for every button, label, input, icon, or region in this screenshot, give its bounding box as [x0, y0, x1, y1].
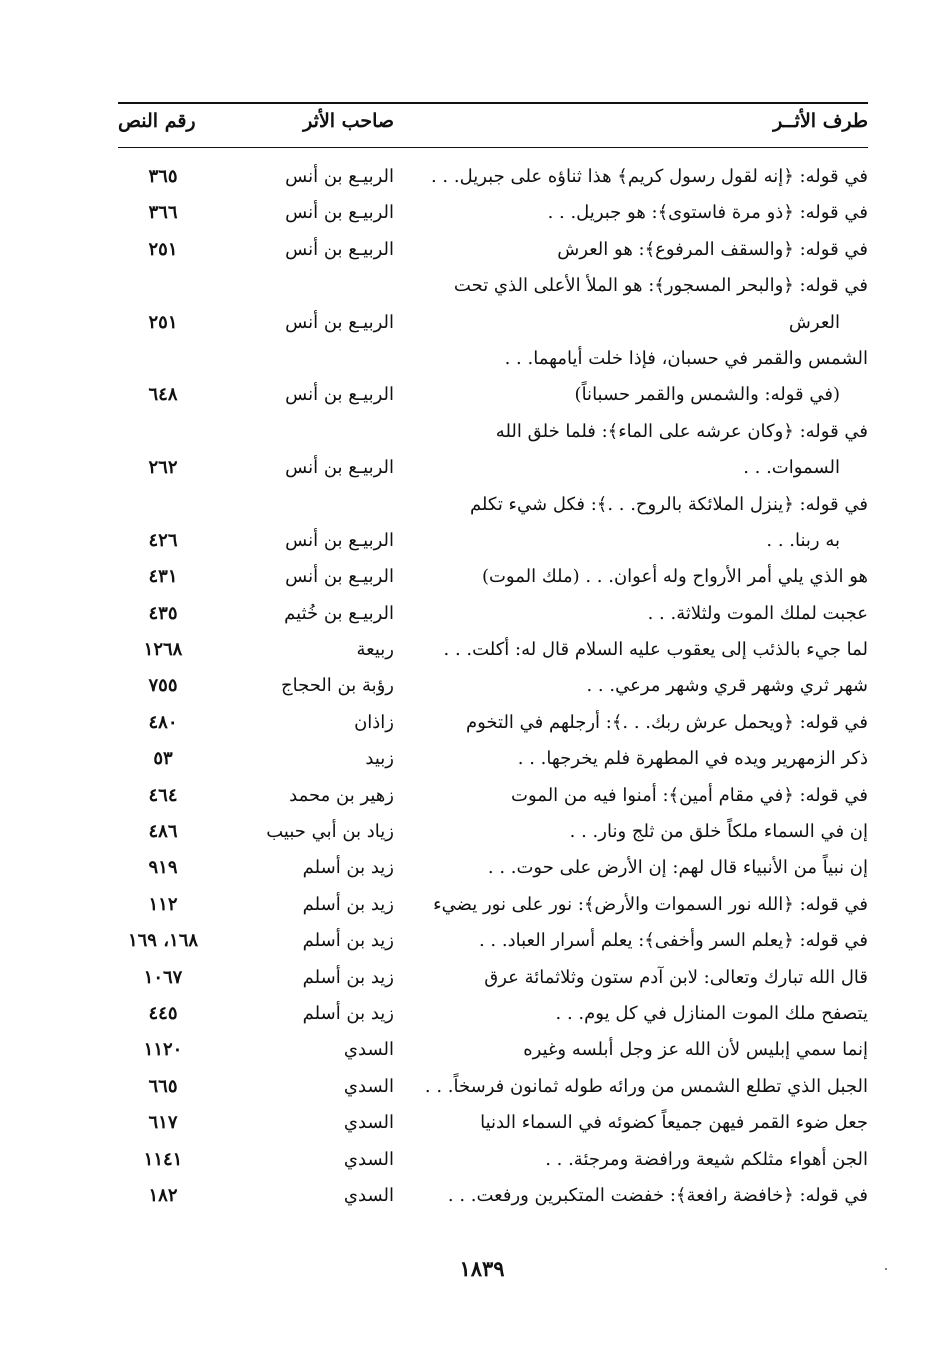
- entry-author: السدي: [343, 1148, 394, 1170]
- table-row: [118, 1070, 868, 1106]
- entry-text: في قوله: ﴿الله نور السموات والأرض﴾: نور على نور يضيء: [433, 893, 868, 915]
- entry-author: زيد بن أسلم: [302, 930, 394, 952]
- table-row: [118, 342, 868, 378]
- table-row: [118, 706, 868, 742]
- entry-author: زاذان: [354, 711, 394, 733]
- entry-author: السدي: [343, 1075, 394, 1097]
- entry-text: الجبل الذي تطلع الشمس من ورائه طوله ثمانون فرسخاً. . .: [424, 1075, 868, 1097]
- table-row: [118, 269, 868, 305]
- entry-text: في قوله: ﴿والبحر المسجور﴾: هو الملأ الأعلى الذي تحت: [453, 275, 868, 297]
- entry-author: زيد بن أسلم: [302, 966, 394, 988]
- entry-text: به ربنا. . .: [766, 529, 840, 551]
- entry-text: في قوله: ﴿ينزل الملائكة بالروح. . .﴾: فكل شيء تكلم: [469, 493, 868, 515]
- entry-number: ٣٦٥: [148, 166, 178, 187]
- table-row: [118, 633, 868, 669]
- entry-text: إن نبياً من الأنبياء قال لهم: إن الأرض على حوت. . .: [487, 857, 868, 879]
- header-rule: [118, 147, 868, 148]
- entry-author: الربيـع بن أنس: [285, 166, 394, 187]
- entry-text: في قوله: ﴿وكان عرشه على الماء﴾: فلما خلق الله: [495, 420, 868, 442]
- table-row: [118, 233, 868, 269]
- entry-number: ٩١٩: [148, 857, 178, 879]
- entry-text: شهر ثري وشهر قري وشهر مرعي. . .: [586, 675, 868, 697]
- table-row: [118, 1106, 868, 1142]
- table-row: [118, 488, 868, 524]
- entry-number: ٤٣٥: [148, 602, 178, 624]
- entry-author: زبيد: [365, 748, 394, 770]
- entry-text: (في قوله: والشمس والقمر حسباناً): [574, 384, 840, 406]
- entry-text: في قوله: ﴿إنه لقول رسول كريم﴾ هذا ثناؤه على جبريل. . .: [430, 166, 868, 187]
- entry-text: في قوله: ﴿ويحمل عرش ربك. . .﴾: أرجلهم في التخوم: [465, 711, 868, 733]
- table-row: [118, 742, 868, 778]
- entry-author: زياد بن أبي حبيب: [266, 821, 394, 843]
- entry-text: إنما سمي إبليس لأن الله عز وجل أبلسه وغيره: [523, 1039, 868, 1061]
- entry-number: ١٦٨، ١٦٩: [127, 930, 199, 952]
- margin-dot: [885, 1268, 887, 1270]
- entry-number: ١١٢٠: [143, 1039, 183, 1061]
- entry-author: زيد بن أسلم: [302, 893, 394, 915]
- header-author-col: صاحب الأثر: [303, 110, 394, 132]
- entry-number: ١٢٦٨: [143, 639, 183, 661]
- table-row: [118, 1179, 868, 1215]
- table-row: [118, 815, 868, 851]
- entry-author: الربيـع بن أنس: [285, 238, 394, 260]
- entry-author: السدي: [343, 1112, 394, 1134]
- header-number-col: رقم النص: [118, 110, 196, 132]
- entry-number: ١٨٢: [148, 1184, 178, 1206]
- entry-author: الربيـع بن خُثيم: [284, 602, 394, 624]
- entry-number: ٤٤٥: [148, 1002, 178, 1024]
- entry-author: زيد بن أسلم: [302, 857, 394, 879]
- entry-number: ١١٢: [148, 893, 178, 915]
- entry-number: ٤٢٦: [148, 529, 178, 551]
- entry-text: في قوله: ﴿يعلم السر وأخفى﴾: يعلم أسرار العباد. . .: [478, 930, 868, 952]
- entry-author: الربيـع بن أنس: [285, 566, 394, 588]
- entry-text: العرش: [788, 311, 840, 333]
- table-row: [118, 597, 868, 633]
- entry-author: السدي: [343, 1184, 394, 1206]
- entry-author: الربيـع بن أنس: [285, 529, 394, 551]
- entry-text: إن في السماء ملكاً خلق من ثلج ونار. . .: [569, 821, 868, 843]
- entry-text: في قوله: ﴿في مقام أمين﴾: أمنوا فيه من الموت: [511, 784, 868, 806]
- entry-number: ٦٤٨: [148, 384, 178, 406]
- entry-text: ذكر الزمهرير ويده في المطهرة فلم يخرجها. . .: [517, 748, 868, 770]
- entry-text: في قوله: ﴿ذو مرة فاستوى﴾: هو جبريل. . .: [547, 202, 868, 224]
- table-row: [118, 415, 868, 451]
- table-row: [118, 378, 868, 414]
- header-text-col: طرف الأثــر: [773, 110, 868, 132]
- entry-text: قال الله تبارك وتعالى: لابن آدم ستون وثلاثمائة عرق: [484, 966, 868, 988]
- entry-number: ٢٥١: [148, 238, 178, 260]
- entry-number: ٤٨٠: [148, 711, 178, 733]
- entry-number: ١١٤١: [143, 1148, 183, 1170]
- entry-text: هو الذي يلي أمر الأرواح وله أعوان. . . (ملك الموت): [481, 566, 868, 588]
- entry-number: ٢٦٢: [148, 457, 178, 479]
- entry-text: جعل ضوء القمر فيهن جميعاً كضوئه في السماء الدنيا: [480, 1112, 868, 1134]
- table-row: [118, 160, 868, 196]
- table-row: [118, 196, 868, 232]
- table-row: [118, 451, 868, 487]
- table-row: [118, 997, 868, 1033]
- entry-author: الربيـع بن أنس: [285, 384, 394, 406]
- top-rule: [118, 102, 868, 104]
- entry-number: ١٠٦٧: [143, 966, 183, 988]
- entry-number: ٤٣١: [148, 566, 178, 588]
- entry-author: السدي: [343, 1039, 394, 1061]
- table-row: [118, 560, 868, 596]
- table-row: [118, 851, 868, 887]
- entry-number: ٤٨٦: [148, 821, 178, 843]
- table-row: [118, 888, 868, 924]
- table-row: [118, 524, 868, 560]
- entry-text: الجن أهواء مثلكم شيعة ورافضة ومرجئة. . .: [545, 1148, 868, 1170]
- entry-author: رؤبة بن الحجاج: [280, 675, 394, 697]
- table-row: [118, 669, 868, 705]
- page-number: ١٨٣٩: [459, 1256, 505, 1281]
- entry-author: الربيـع بن أنس: [285, 457, 394, 479]
- entry-author: الربيـع بن أنس: [285, 202, 394, 224]
- entry-text: السموات. . .: [743, 457, 840, 479]
- table-row: [118, 1033, 868, 1069]
- entry-number: ٢٥١: [148, 311, 178, 333]
- entry-number: ٦١٧: [148, 1112, 178, 1134]
- entry-author: زهير بن محمد: [289, 784, 394, 806]
- entry-author: الربيـع بن أنس: [285, 311, 394, 333]
- entry-number: ٤٦٤: [148, 784, 178, 806]
- entry-author: زيد بن أسلم: [302, 1002, 394, 1024]
- table-row: [118, 961, 868, 997]
- entry-text: لما جيء بالذئب إلى يعقوب عليه السلام قال له: أكلت. . .: [443, 639, 868, 661]
- table-row: [118, 306, 868, 342]
- entry-number: ٣٦٦: [148, 202, 178, 224]
- table-row: [118, 924, 868, 960]
- entry-text: عجبت لملك الموت ولثلاثة. . .: [647, 602, 868, 624]
- table-row: [118, 779, 868, 815]
- table-row: [118, 1143, 868, 1179]
- entry-text: الشمس والقمر في حسبان، فإذا خلت أيامهما. . .: [504, 347, 868, 369]
- entry-text: يتصفح ملك الموت المنازل في كل يوم. . .: [555, 1002, 868, 1024]
- entry-author: ربيعة: [356, 639, 394, 661]
- entry-text: في قوله: ﴿والسقف المرفوع﴾: هو العرش: [557, 238, 868, 260]
- entry-number: ٧٥٥: [148, 675, 178, 697]
- entry-text: في قوله: ﴿خافضة رافعة﴾: خفضت المتكبرين ورفعت. . .: [447, 1184, 868, 1206]
- entry-number: ٦٦٥: [148, 1075, 178, 1097]
- table-body: [118, 160, 868, 1215]
- entry-number: ٥٣: [153, 748, 173, 770]
